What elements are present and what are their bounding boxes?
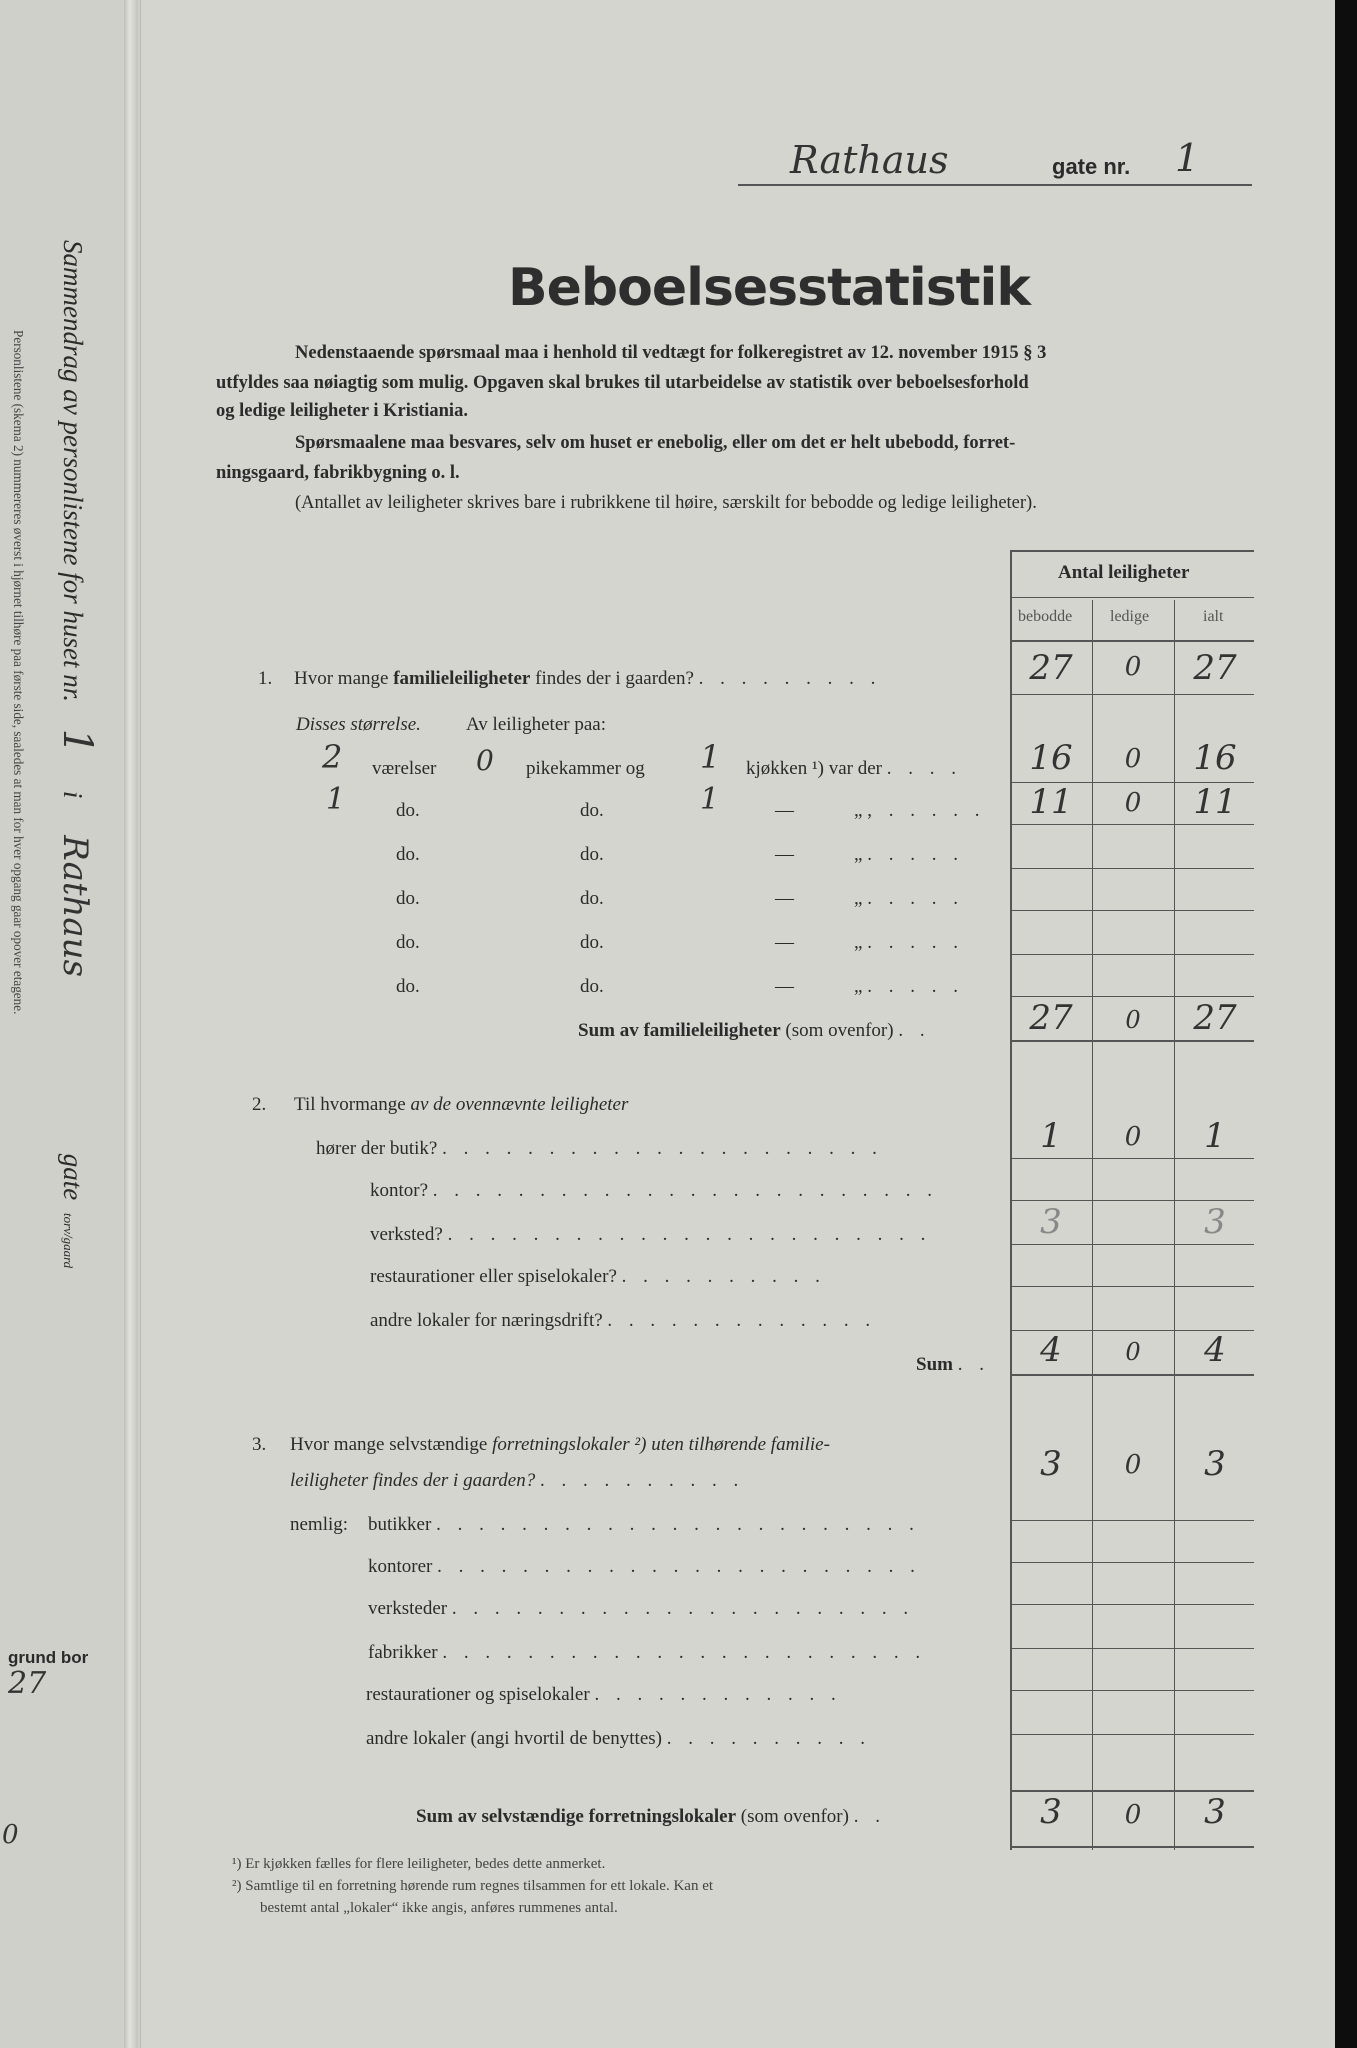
row4-tail: — „ . . . . .	[775, 888, 964, 909]
s3-row-restaurationer: restaurationer og spiselokaler . . . . . . . . . . . .	[366, 1684, 842, 1705]
section2-sum-label: Sum . .	[916, 1354, 990, 1375]
row2-kitchen: 1	[700, 782, 720, 817]
section3-sum: Sum av selvstændige forretningslokaler (som ovenfor) . .	[416, 1806, 886, 1827]
do-row5-b: do.	[580, 932, 604, 953]
do-row4: do.	[396, 888, 420, 909]
r2-ledige: 0	[1124, 788, 1142, 818]
s3-row-kontorer: kontorer . . . . . . . . . . . . . . . . . . . . . . .	[368, 1556, 921, 1577]
row2-rooms: 1	[326, 782, 346, 817]
col-bebodde: bebodde	[1018, 608, 1073, 625]
r1-ledige: 0	[1124, 744, 1142, 774]
fold-line	[124, 0, 138, 2048]
section1-question: Hvor mange familieleiligheter findes der i gaarden? . . . . . . . . .	[294, 668, 882, 689]
gate-number-handwritten: 1	[1175, 136, 1200, 180]
s1-bebodde: 27	[1029, 648, 1073, 688]
sidebar-hand-number: 1	[54, 728, 100, 755]
r2-ialt: 11	[1193, 782, 1237, 822]
do-row2-b: do.	[580, 800, 604, 821]
footnote-1: ¹) Er kjøkken fælles for flere leiligheter, bedes dette anmerket.	[232, 1856, 606, 1872]
s3-row-verksteder: verksteder . . . . . . . . . . . . . . . . . . . . . .	[368, 1598, 915, 1619]
row2-tail: — „ , . . . . .	[775, 800, 986, 821]
col-ialt: ialt	[1203, 608, 1224, 625]
footnote-2a: ²) Samtlige til en forretning hørende rum regnes tilsammen for ett lokale. Kan et	[232, 1878, 714, 1894]
size-intro: Av leiligheter paa:	[466, 714, 606, 735]
section2-question: Til hvormange av de ovennævnte leiligheter	[294, 1094, 629, 1115]
r2-bebodde: 11	[1029, 782, 1073, 822]
intro-line1: Nedenstaaende spørsmaal maa i henhold til vedtægt for folkeregistret av 12. november 1915 § 3	[295, 343, 1047, 363]
size-label: Disses størrelse.	[296, 714, 421, 735]
s2-row5-label: andre lokaler for næringsdrift? . . . . . . . . . . . . .	[370, 1310, 877, 1331]
section1-number: 1.	[258, 668, 273, 689]
section3-number: 3.	[252, 1434, 267, 1455]
s2-r3-ialt: 3	[1204, 1202, 1226, 1242]
s3-sum-ledige: 0	[1124, 1800, 1142, 1830]
s1-sum-bebodde: 27	[1029, 998, 1073, 1038]
s2-r1-ledige: 0	[1124, 1122, 1142, 1152]
s1-ialt: 27	[1193, 648, 1237, 688]
grund-label: grund bor	[8, 1648, 89, 1667]
s3-sum-bebodde: 3	[1040, 1792, 1062, 1832]
table-header-divider	[1010, 597, 1254, 598]
col-ledige: ledige	[1110, 608, 1150, 625]
r1-ialt: 16	[1193, 738, 1237, 778]
s3-row-fabrikker: fabrikker . . . . . . . . . . . . . . . . . . . . . . .	[368, 1642, 927, 1663]
s1-sum-ledige: 0	[1125, 1006, 1141, 1034]
sidebar-note: Personlistene (skema 2) nummereres øverst i hjørnet tilhøre paa første side, saaledes at man for hver opgang gaar opover etagene.	[11, 330, 26, 1015]
row6-tail: — „ . . . . .	[775, 976, 964, 997]
s2-sum-ledige: 0	[1125, 1338, 1141, 1366]
do-row6-b: do.	[580, 976, 604, 997]
do-row2: do.	[396, 800, 420, 821]
sidebar-i: i	[58, 790, 88, 799]
do-row5: do.	[396, 932, 420, 953]
rooms-word: værelser	[372, 758, 437, 779]
header-underline	[738, 184, 1252, 186]
s2-r3-bebodde: 3	[1040, 1202, 1062, 1242]
do-row3-b: do.	[580, 844, 604, 865]
intro-line3: og ledige leiligheter i Kristiania.	[216, 401, 468, 421]
row1-kitchen: 1	[700, 738, 721, 776]
sidebar-bottom-hand: 0	[2, 1820, 19, 1850]
intro-line2: utfyldes saa nøiagtig som mulig. Opgaven skal brukes til utarbeidelse av statistik over beboelsesforhold	[216, 373, 1029, 393]
street-handwritten: Rathaus	[790, 138, 949, 182]
s1-sum-ialt: 27	[1193, 998, 1237, 1038]
sidebar-hand-street: Rathaus	[55, 835, 95, 978]
section3-line1: Hvor mange selvstændige forretningslokaler ²) uten tilhørende familie-	[290, 1434, 830, 1455]
sidebar-gate: gate	[58, 1153, 88, 1201]
row5-tail: — „ . . . . .	[775, 932, 964, 953]
grund-value: 27	[8, 1666, 47, 1701]
page-title: Beboelsesstatistik	[508, 258, 1030, 318]
r1-bebodde: 16	[1029, 738, 1073, 778]
s2-row1-label: hører der butik? . . . . . . . . . . . . . . . . . . . . .	[316, 1138, 883, 1159]
s3-sum-ialt: 3	[1204, 1792, 1226, 1832]
table-header-bottom	[1010, 640, 1254, 642]
sidebar-title-text: Sammendrag av personlistene for huset nr.	[58, 240, 88, 702]
intro-line5: ningsgaard, fabrikbygning o. l.	[216, 463, 460, 483]
intro-line4: Spørsmaalene maa besvares, selv om huset er enebolig, eller om det er helt ubebodd, forret-	[295, 433, 1016, 453]
kitchen-word: kjøkken ¹) var der . . . .	[746, 758, 963, 779]
s2-row4-label: restaurationer eller spiselokaler? . . . . . . . . . .	[370, 1266, 826, 1287]
maid-word: pikekammer og	[526, 758, 645, 779]
s2-sum-ialt: 4	[1204, 1330, 1226, 1370]
s2-sum-bebodde: 4	[1040, 1330, 1062, 1370]
s3-row-butikker: butikker . . . . . . . . . . . . . . . . . . . . . . .	[368, 1514, 920, 1535]
s2-row3-label: verksted? . . . . . . . . . . . . . . . . . . . . . . .	[370, 1224, 932, 1245]
section2-number: 2.	[252, 1094, 267, 1115]
do-row6: do.	[396, 976, 420, 997]
s1-ledige: 0	[1124, 652, 1142, 682]
section3-line2: leiligheter findes der i gaarden? . . . . . . . . . .	[290, 1470, 745, 1491]
row3-tail: — „ . . . . .	[775, 844, 964, 865]
table-top-line	[1010, 550, 1254, 552]
section1-sum: Sum av familieleiligheter (som ovenfor) . .	[578, 1020, 931, 1041]
s2-r1-bebodde: 1	[1040, 1116, 1062, 1156]
s3-bebodde: 3	[1040, 1444, 1062, 1484]
s2-r1-ialt: 1	[1204, 1116, 1226, 1156]
table-group-header: Antal leiligheter	[1058, 562, 1190, 583]
gate-label: gate nr.	[1052, 154, 1131, 179]
intro-line6: (Antallet av leiligheter skrives bare i rubrikkene til høire, særskilt for bebodde og ledige leiligheter).	[295, 493, 1037, 513]
s3-ledige: 0	[1124, 1450, 1142, 1480]
nemlig-label: nemlig:	[290, 1514, 349, 1535]
s2-row2-label: kontor? . . . . . . . . . . . . . . . . . . . . . . . .	[370, 1180, 939, 1201]
sidebar-torv: torv/gaard	[61, 1213, 76, 1269]
sidebar-vertical-title	[54, 240, 100, 1268]
do-row3: do.	[396, 844, 420, 865]
s3-ialt: 3	[1204, 1444, 1226, 1484]
row1-rooms: 2	[322, 738, 343, 776]
row1-maid: 0	[476, 744, 494, 777]
s3-row-andre: andre lokaler (angi hvortil de benyttes) . . . . . . . . . .	[366, 1728, 871, 1749]
do-row4-b: do.	[580, 888, 604, 909]
footnote-2b: bestemt antal „lokaler“ ikke angis, anføres rummenes antal.	[260, 1900, 618, 1916]
